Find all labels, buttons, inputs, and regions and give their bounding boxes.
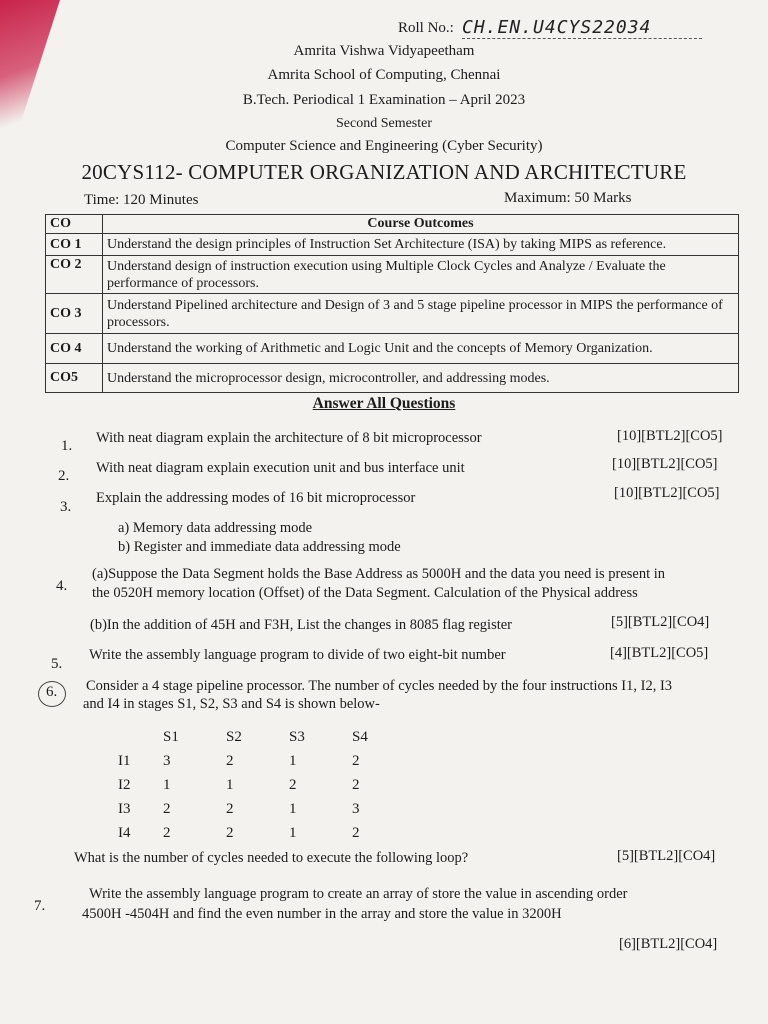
- cycle-cell: 2: [163, 824, 171, 841]
- stage-header: S4: [352, 728, 368, 745]
- question-text-line1: Write the assembly language program to create an array of store the value in ascending order: [89, 886, 628, 902]
- stage-header: S1: [163, 728, 179, 745]
- question-text: With neat diagram explain the architecture of 8 bit microprocessor: [96, 430, 482, 446]
- table-row: [46, 294, 739, 334]
- table-row: [46, 334, 739, 364]
- cycle-cell: 1: [289, 824, 297, 841]
- exam-time: Time: 120 Minutes: [84, 192, 199, 208]
- question-number: 3.: [60, 499, 72, 515]
- co-description: Understand design of instruction execution using Multiple Clock Cycles and Analyze / Evaluate the performance of processors.: [103, 256, 739, 294]
- table-row: [112, 821, 401, 845]
- table-row: [112, 749, 401, 773]
- semester: Second Semester: [335, 116, 433, 131]
- university-name: Amrita Vishwa Vidyapeetham: [293, 43, 475, 59]
- question-marks: [5][BTL2][CO4]: [617, 848, 716, 864]
- cycle-cell: 1: [226, 776, 234, 793]
- department: Computer Science and Engineering (Cyber Security): [225, 138, 543, 154]
- cycle-cell: 2: [289, 776, 297, 793]
- cycle-cell: 2: [352, 824, 360, 841]
- instruction-label: I3: [118, 800, 131, 817]
- cycle-cell: 2: [352, 752, 360, 769]
- question-text-line2: and I4 in stages S1, S2, S3 and S4 is shown below-: [83, 696, 380, 712]
- instruction-heading: Answer All Questions: [312, 395, 456, 412]
- question-marks: [10][BTL2][CO5]: [612, 456, 718, 472]
- question-text-a-line1: (a)Suppose the Data Segment holds the Base Address as 5000H and the data you need is present in: [92, 566, 666, 582]
- cycle-cell: 2: [226, 824, 234, 841]
- course-outcomes-table: [45, 214, 739, 393]
- stage-header: S3: [289, 728, 305, 745]
- co-description: Understand the working of Arithmetic and Logic Unit and the concepts of Memory Organization.: [103, 334, 739, 364]
- question-number: 7.: [34, 898, 46, 914]
- co-column-header: CO: [46, 215, 103, 234]
- question-marks: [5][BTL2][CO4]: [611, 614, 710, 630]
- table-row: [112, 797, 401, 821]
- cycle-cell: 2: [163, 800, 171, 817]
- co-description: Understand the microprocessor design, microcontroller, and addressing modes.: [103, 364, 739, 393]
- co-description: Understand Pipelined architecture and Design of 3 and 5 stage pipeline processor in MIPS the performance of processors.: [103, 294, 739, 334]
- co-code: CO 1: [46, 234, 103, 256]
- co-code: CO5: [46, 364, 103, 393]
- question-marks: [10][BTL2][CO5]: [614, 485, 720, 501]
- question-marks: [10][BTL2][CO5]: [617, 428, 723, 444]
- pipeline-header-row: [112, 725, 401, 749]
- cycle-cell: 3: [352, 800, 360, 817]
- question-marks: [6][BTL2][CO4]: [619, 936, 718, 952]
- co-code: CO 3: [46, 294, 103, 334]
- question-text: Write the assembly language program to divide of two eight-bit number: [89, 647, 506, 663]
- cycle-cell: 3: [163, 752, 171, 769]
- roll-number-label: Roll No.:: [398, 20, 454, 36]
- question-text: With neat diagram explain execution unit and bus interface unit: [96, 460, 465, 476]
- cycle-cell: 1: [289, 752, 297, 769]
- sub-question-b: b) Register and immediate data addressing mode: [118, 539, 401, 555]
- cycle-cell: 1: [289, 800, 297, 817]
- cycle-cell: 1: [163, 776, 171, 793]
- cycle-cell: 2: [226, 800, 234, 817]
- sub-question-a: a) Memory data addressing mode: [118, 520, 313, 536]
- question-text-b: (b)In the addition of 45H and F3H, List the changes in 8085 flag register: [90, 617, 513, 633]
- question-number: 5.: [51, 656, 63, 672]
- question-text-line1: Consider a 4 stage pipeline processor. The number of cycles needed by the four instructions I1, I2, I3: [86, 678, 673, 694]
- co-code: CO 4: [46, 334, 103, 364]
- outcomes-column-header: Course Outcomes: [103, 215, 739, 234]
- question-number: 2.: [58, 468, 70, 484]
- instruction-label: I4: [118, 824, 131, 841]
- exam-name: B.Tech. Periodical 1 Examination – April 2023: [242, 92, 526, 108]
- table-row: [46, 234, 739, 256]
- pipeline-table: [112, 725, 401, 845]
- cycle-cell: 2: [352, 776, 360, 793]
- question-text: Explain the addressing modes of 16 bit microprocessor: [96, 490, 416, 506]
- question-text-line2: 4500H -4504H and find the even number in the array and store the value in 3200H: [82, 906, 562, 922]
- question-text-a-line2: the 0520H memory location (Offset) of the Data Segment. Calculation of the Physical address: [92, 585, 638, 601]
- cycle-cell: 2: [226, 752, 234, 769]
- table-row: [46, 256, 739, 294]
- table-row: [112, 773, 401, 797]
- question-number: 4.: [56, 578, 68, 594]
- co-description: Understand the design principles of Instruction Set Architecture (ISA) by taking MIPS as reference.: [103, 234, 739, 256]
- table-header-row: [46, 215, 739, 234]
- question-prompt: What is the number of cycles needed to execute the following loop?: [74, 850, 469, 866]
- question-number: 1.: [61, 438, 73, 454]
- school-name: Amrita School of Computing, Chennai: [267, 67, 501, 83]
- roll-number-value: CH.EN.U4CYS22034: [462, 17, 702, 39]
- course-title: 20CYS112- COMPUTER ORGANIZATION AND ARCHITECTURE: [81, 160, 687, 184]
- table-row: [46, 364, 739, 393]
- max-marks: Maximum: 50 Marks: [504, 190, 632, 206]
- stage-header: S2: [226, 728, 242, 745]
- instruction-label: I1: [118, 752, 131, 769]
- question-marks: [4][BTL2][CO5]: [610, 645, 709, 661]
- instruction-label: I2: [118, 776, 131, 793]
- co-code: CO 2: [46, 256, 103, 294]
- question-number: 6.: [46, 684, 58, 700]
